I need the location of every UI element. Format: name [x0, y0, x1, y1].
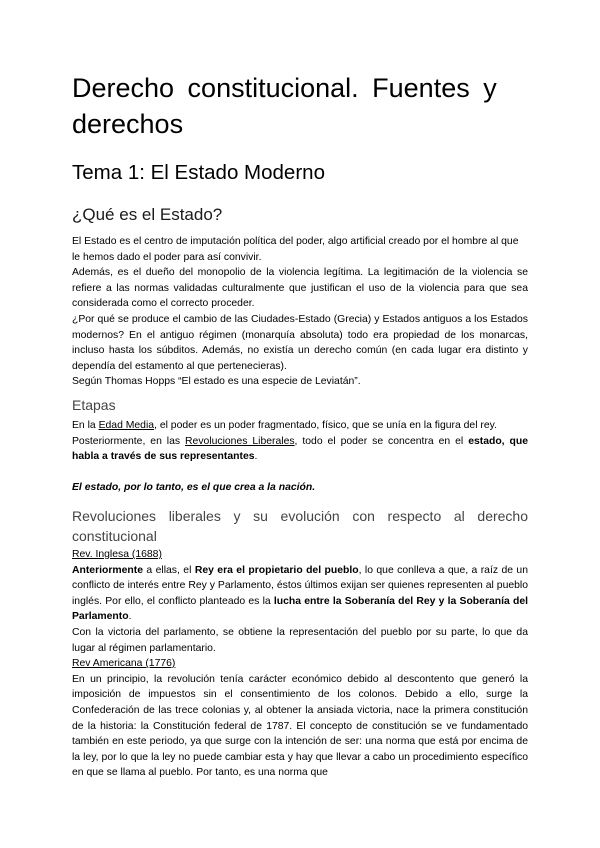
title-line-1: Derecho constitucional. Fuentes y	[72, 73, 497, 103]
revoluciones-liberales-link[interactable]: Revoluciones Liberales	[185, 435, 295, 447]
que-es-section	[72, 234, 528, 390]
bold-text-run: lucha entre la Soberanía del Rey y la Soberanía del Parlamento	[72, 595, 528, 623]
revoluciones-section	[72, 547, 528, 781]
document-title	[72, 70, 528, 142]
bold-text-run: Rey era el propietario del pueblo	[194, 564, 359, 576]
bold-text-run: Anteriormente	[72, 564, 144, 576]
que-es-paragraph: ¿Por qué se produce el cambio de las Ciudades-Estado (Grecia) y Estados antiguos a los Estados modernos? En el antiguo régimen (monarquía absoluta) todo era propiedad de los monarcas, incluso hasta los súbditos. Además, no existía un derecho común (en cada lugar era distinto y dependía del estamento al que pertenecieras).	[72, 313, 528, 372]
title-line-2: derechos	[72, 109, 184, 139]
rev-inglesa-heading[interactable]: Rev. Inglesa (1688)	[72, 549, 162, 560]
text-run: , el poder es un poder fragmentado, físico, que se unía en la figura del rey.	[154, 420, 497, 431]
rev-inglesa-paragraph-2: Con la victoria del parlamento, se obtiene la representación del pueblo por su parte, lo que da lugar al régimen parlamentario.	[72, 626, 528, 654]
etapas-paragraph-2	[72, 434, 528, 465]
revoluciones-heading: Revoluciones liberales y su evolución con respecto al derecho constitucional	[72, 508, 528, 544]
rev-inglesa-paragraph-1	[72, 563, 528, 625]
rev-americana-paragraph-1: En un principio, la revolución tenía carácter económico debido al descontento que generó la imposición de impuestos sin el consentimiento de los colonos. Debido a ello, surge la Confederación de las trece colonias y, al obtener la ansiada victoria, nace la primera constitución de la historia: la Constitución federal de 1787. El concepto de constitución se ve fundamentado también en este periodo, ya que surge con la intención de ser: una norma que está por encima de la ley, por lo que la ley no puede cambiar esta y hay que llevar a cabo un procedimiento específico en que se llama al pueblo. Por tanto, es una norma que	[72, 673, 528, 779]
etapas-conclusion: El estado, por lo tanto, es el que crea a la nación.	[72, 481, 316, 493]
etapas-paragraph-1	[72, 418, 528, 434]
text-run: Posteriormente, en las	[72, 435, 186, 447]
etapas-section	[72, 418, 528, 495]
bold-text-run: estado, que habla a través de sus representantes	[72, 435, 528, 463]
text-run: .	[254, 451, 258, 463]
que-es-paragraph: El Estado es el centro de imputación política del poder, algo artificial creado por el hombre al que le hemos dado el poder para así convivir.	[72, 236, 519, 263]
edad-media-link[interactable]: Edad Media	[98, 420, 155, 431]
que-es-heading: ¿Qué es el Estado?	[72, 205, 223, 224]
text-run: a ellas, el	[143, 564, 195, 576]
tema-heading: Tema 1: El Estado Moderno	[72, 161, 325, 184]
text-run: En la	[72, 420, 99, 431]
rev-americana-heading[interactable]: Rev Americana (1776)	[72, 658, 176, 670]
etapas-heading: Etapas	[72, 397, 116, 413]
text-run: .	[128, 611, 132, 623]
que-es-paragraph: Además, es el dueño del monopolio de la violencia legítima. La legitimación de la violencia se refiere a las normas validadas culturalmente que justifican el uso de la violencia para que sea considerada como el correcto proceder.	[72, 267, 528, 310]
que-es-paragraph: Según Thomas Hopps “El estado es una especie de Leviatán”.	[72, 376, 361, 388]
text-run: , lo que conlleva a que, a raíz de un conflicto de interés entre Rey y Parlamento, éstos últimos exijan ser quienes representen al pueblo inglés. Por ello, el conflicto planteado es la	[72, 564, 528, 607]
text-run: , todo el poder se concentra en el	[294, 435, 469, 447]
